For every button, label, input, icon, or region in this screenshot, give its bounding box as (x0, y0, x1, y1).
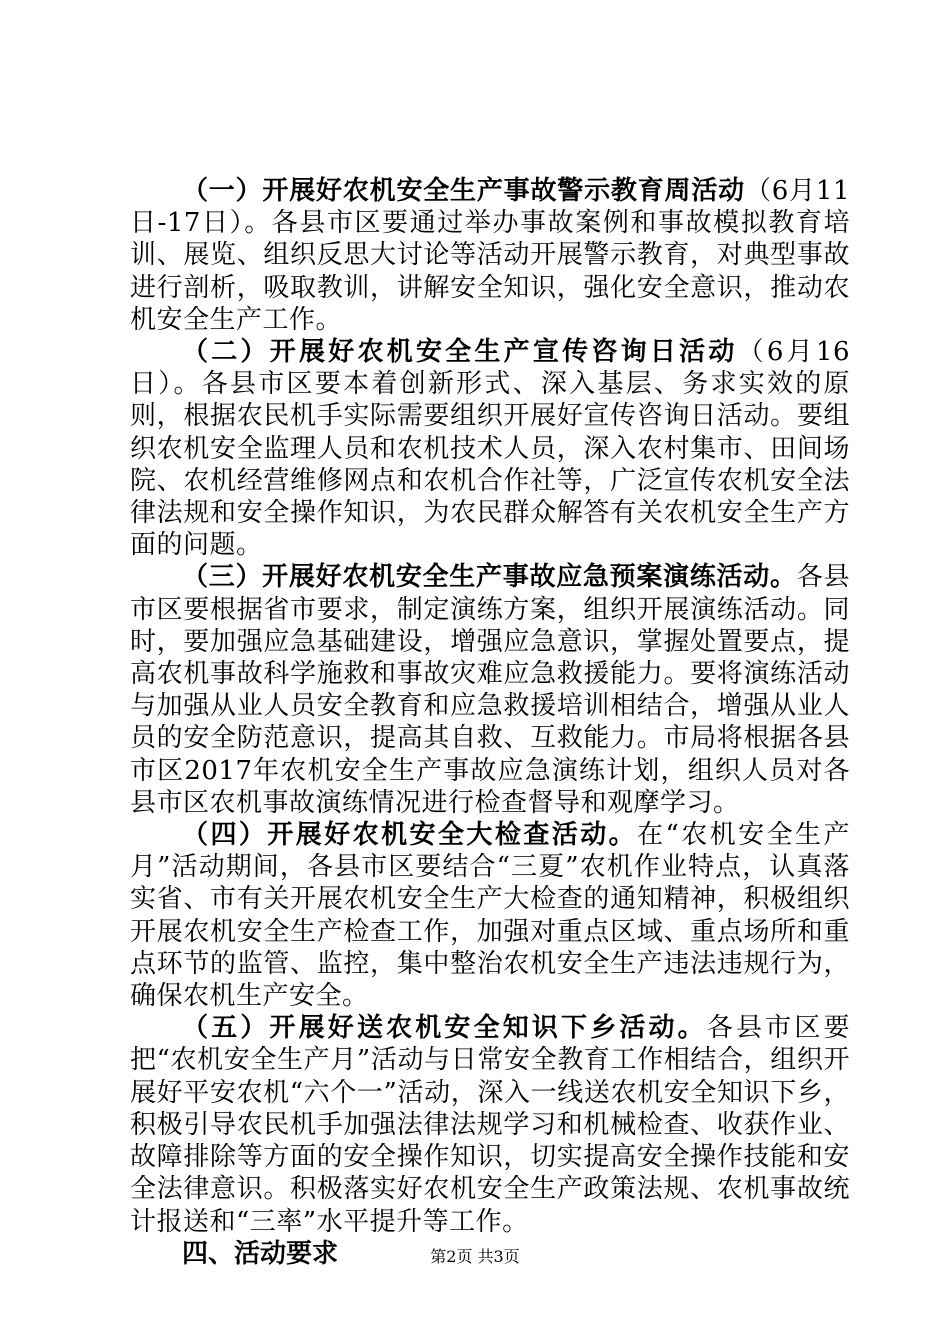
paragraph-3-body: 各县市区要根据省市要求，制定演练方案，组织开展演练活动。同时，要加强应急基础建设，增强应急意识，掌握处置要点，提高农机事故科学施救和事故灾难应急救援能力。要将演练活动与加强从业人员安全教育和应急救援培训相结合，增强从业人员的安全防范意识，提高其自救、互救能力。市局将根据各县市区2017年农机安全生产事故应急演练计划，组织人员对各县市区农机事故演练情况进行检查督导和观摩学习。 (130, 562, 850, 818)
section-heading: 四、活动要求 (182, 1238, 339, 1269)
paragraph-2-heading: （二）开展好农机安全生产宣传咨询日活动 (182, 337, 738, 368)
paragraph-3-heading: （三）开展好农机安全生产事故应急预案演练活动。 (182, 562, 797, 593)
paragraph-1-heading: （一）开展好农机安全生产事故警示教育周活动 (182, 176, 745, 206)
paragraph-5-heading: （五）开展好送农机安全知识下乡活动。 (182, 1013, 707, 1044)
paragraph-3 (130, 561, 850, 819)
paragraph-4-heading: （四）开展好农机安全大检查活动。 (182, 820, 638, 851)
document-body (130, 175, 850, 1270)
paragraph-1 (130, 175, 850, 336)
paragraph-4-body: 在“农机安全生产月”活动期间，各县市区要结合“三夏”农机作业特点，认真落实省、市有关开展农机安全生产大检查的通知精神，积极组织开展农机安全生产检查工作，加强对重点区域、重点场所和重点环节的监管、监控，集中整治农机安全生产违法违规行为，确保农机生产安全。 (130, 820, 850, 1012)
paragraph-4 (130, 819, 850, 1012)
page-footer: 第2页 共3页 (430, 1247, 520, 1266)
paragraph-2-body: （6月16日）。各县市区要本着创新形式、深入基层、务求实效的原则，根据农民机手实际需要组织开展好宣传咨询日活动。要组织农机安全监理人员和农机技术人员，深入农村集市、田间场院、农机经营维修网点和农机合作社等，广泛宣传农机安全法律法规和安全操作知识，为农民群众解答有关农机安全生产方面的问题。 (130, 337, 850, 561)
paragraph-5 (130, 1012, 850, 1237)
paragraph-5-body: 各县市区要把“农机安全生产月”活动与日常安全教育工作相结合，组织开展好平安农机“六个一”活动，深入一线送农机安全知识下乡，积极引导农民机手加强法律法规学习和机械检查、收获作业、故障排除等方面的安全操作知识，切实提高安全操作技能和安全法律意识。积极落实好农机安全生产政策法规、农机事故统计报送和“三率”水平提升等工作。 (130, 1013, 850, 1237)
paragraph-1-body: （6月11日-17日）。各县市区要通过举办事故案例和事故模拟教育培训、展览、组织反思大讨论等活动开展警示教育，对典型事故进行剖析，吸取教训，讲解安全知识，强化安全意识，推动农机安全生产工作。 (130, 176, 850, 335)
paragraph-2 (130, 336, 850, 561)
